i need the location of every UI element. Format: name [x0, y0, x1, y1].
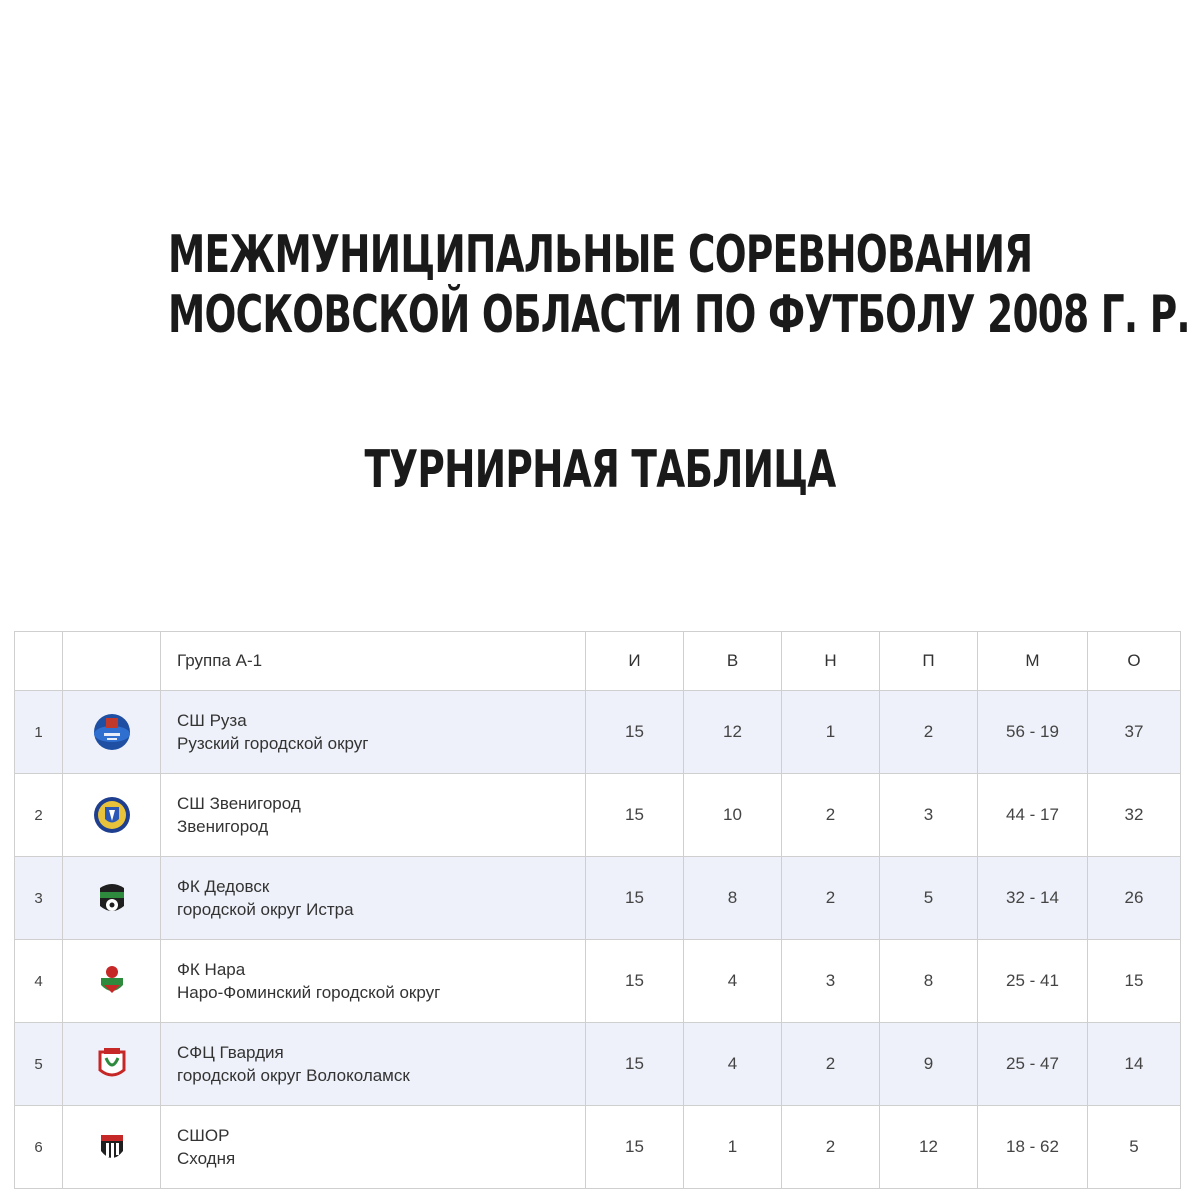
standings-table [14, 631, 1181, 1189]
draws: 3 [782, 940, 880, 1023]
losses: 9 [880, 1023, 978, 1106]
losses: 3 [880, 774, 978, 857]
team-region: городской округ Истра [177, 900, 354, 919]
team-name: ФК Нара [177, 960, 246, 979]
team-name: СФЦ Гвардия [177, 1043, 284, 1062]
table-row [15, 774, 1181, 857]
wins: 4 [684, 1023, 782, 1106]
draws: 2 [782, 1106, 880, 1189]
wins: 8 [684, 857, 782, 940]
team-name: ФК Дедовск [177, 877, 270, 896]
gvardiya-crest-icon [92, 1044, 132, 1084]
team-region: Звенигород [177, 817, 269, 836]
wins: 10 [684, 774, 782, 857]
title-line-2: МОСКОВСКОЙ ОБЛАСТИ ПО ФУТБОЛУ 2008 Г. Р. [167, 285, 1190, 345]
table-header-row [15, 632, 1181, 691]
points: 26 [1088, 857, 1181, 940]
team-name: СШОР [177, 1126, 230, 1145]
nara-crest-icon [92, 961, 132, 1001]
points: 32 [1088, 774, 1181, 857]
games-played: 15 [586, 1106, 684, 1189]
page-subtitle: ТУРНИРНАЯ ТАБЛИЦА [364, 440, 836, 500]
zvenigorod-crest-icon [92, 795, 132, 835]
games-played: 15 [586, 857, 684, 940]
header-wins: В [684, 632, 782, 691]
draws: 2 [782, 857, 880, 940]
header-games: И [586, 632, 684, 691]
points: 14 [1088, 1023, 1181, 1106]
points: 37 [1088, 691, 1181, 774]
wins: 12 [684, 691, 782, 774]
losses: 12 [880, 1106, 978, 1189]
losses: 5 [880, 857, 978, 940]
row-position: 1 [15, 691, 63, 774]
header-draws: Н [782, 632, 880, 691]
header-losses: П [880, 632, 978, 691]
games-played: 15 [586, 774, 684, 857]
goals: 44 - 17 [978, 774, 1088, 857]
ruza-crest-icon [92, 712, 132, 752]
table-row [15, 1023, 1181, 1106]
draws: 1 [782, 691, 880, 774]
games-played: 15 [586, 1023, 684, 1106]
losses: 2 [880, 691, 978, 774]
wins: 4 [684, 940, 782, 1023]
header-points: О [1088, 632, 1181, 691]
row-position: 3 [15, 857, 63, 940]
losses: 8 [880, 940, 978, 1023]
dedovsk-crest-icon [92, 878, 132, 918]
row-position: 2 [15, 774, 63, 857]
sshor-crest-icon [92, 1127, 132, 1167]
draws: 2 [782, 774, 880, 857]
team-region: Рузский городской округ [177, 734, 369, 753]
goals: 25 - 47 [978, 1023, 1088, 1106]
header-goals: М [978, 632, 1088, 691]
table-row [15, 1106, 1181, 1189]
table-row [15, 691, 1181, 774]
points: 5 [1088, 1106, 1181, 1189]
page-title [167, 225, 1190, 345]
team-region: Сходня [177, 1149, 236, 1168]
row-position: 5 [15, 1023, 63, 1106]
header-logo [63, 632, 161, 691]
games-played: 15 [586, 691, 684, 774]
header-group: Группа А-1 [161, 632, 586, 691]
team-name: СШ Звенигород [177, 794, 301, 813]
games-played: 15 [586, 940, 684, 1023]
goals: 18 - 62 [978, 1106, 1088, 1189]
draws: 2 [782, 1023, 880, 1106]
table-row [15, 940, 1181, 1023]
team-region: Наро-Фоминский городской округ [177, 983, 441, 1002]
goals: 32 - 14 [978, 857, 1088, 940]
points: 15 [1088, 940, 1181, 1023]
row-position: 6 [15, 1106, 63, 1189]
goals: 25 - 41 [978, 940, 1088, 1023]
table-row [15, 857, 1181, 940]
row-position: 4 [15, 940, 63, 1023]
team-name: СШ Руза [177, 711, 247, 730]
title-line-1: МЕЖМУНИЦИПАЛЬНЫЕ СОРЕВНОВАНИЯ [167, 225, 1033, 285]
wins: 1 [684, 1106, 782, 1189]
header-pos [15, 632, 63, 691]
team-region: городской округ Волоколамск [177, 1066, 410, 1085]
goals: 56 - 19 [978, 691, 1088, 774]
